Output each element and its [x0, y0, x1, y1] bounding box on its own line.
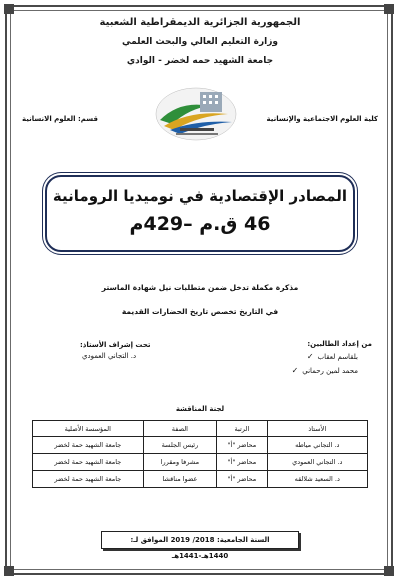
- specialization: في التاريخ تخصص تاريخ الحضارات القديمة: [121, 307, 279, 316]
- thesis-period: 46 ق.م –429م: [129, 213, 271, 235]
- table-cell: د. التجاني مياطه: [267, 437, 368, 454]
- republic-name: الجمهورية الجزائرية الديمقراطية الشعبية: [99, 17, 301, 28]
- corner-ornament: [4, 566, 14, 576]
- corner-ornament: [384, 4, 394, 14]
- table-row: [33, 454, 368, 471]
- memo-statement: مذكرة مكملة تدخل ضمن متطلبات نيل شهادة الماستر: [101, 283, 299, 292]
- department-name: قسم: العلوم الانسانية: [22, 115, 98, 123]
- faculty-name: كلية العلوم الاجتماعية والإنسانية: [266, 115, 378, 123]
- column-header: الأستاذ: [267, 421, 368, 437]
- committee-label: لجنة المناقشة: [175, 405, 225, 413]
- thesis-title: المصادر الإقتصادية في نوميديا الرومانية: [52, 187, 348, 205]
- table-cell: مشرفا ومقررا: [143, 454, 217, 471]
- student-item: [307, 352, 358, 361]
- table-row: [33, 471, 368, 488]
- column-header: المؤسسة الأصلية: [33, 421, 144, 437]
- table-cell: عضوا مناقشا: [143, 471, 217, 488]
- student-name: بلقاسم لعقاب: [317, 352, 358, 361]
- academic-year: السنة الجامعية: 2018/ 2019 الموافق لـ: 1440هـ-1441هـ: [101, 531, 299, 549]
- column-header: الرتبة: [217, 421, 267, 437]
- table-cell: محاضر "أ": [217, 471, 267, 488]
- corner-ornament: [384, 566, 394, 576]
- university-name: جامعة الشهيد حمه لخضر - الوادي: [126, 56, 274, 66]
- table-cell: د. التجاني العمودي: [267, 454, 368, 471]
- university-logo: [150, 84, 242, 142]
- student-item: [292, 366, 358, 375]
- table-cell: محاضر "أ": [217, 454, 267, 471]
- table-cell: محاضر "أ": [217, 437, 267, 454]
- table-header-row: [33, 421, 368, 437]
- committee-table: [32, 420, 368, 488]
- supervisor-label: تحت إشراف الأستاذ:: [80, 341, 151, 349]
- student-name: محمد لمين رحماني: [302, 366, 358, 375]
- students-label: من إعداد الطالبين:: [307, 340, 372, 348]
- table-cell: رئيس الجلسة: [143, 437, 217, 454]
- check-icon: ✓: [291, 366, 299, 375]
- table-cell: جامعة الشهيد حمة لخضر: [33, 454, 144, 471]
- table-row: [33, 437, 368, 454]
- table-cell: جامعة الشهيد حمة لخضر: [33, 437, 144, 454]
- table-cell: جامعة الشهيد حمة لخضر: [33, 471, 144, 488]
- corner-ornament: [4, 4, 14, 14]
- table-cell: د. السعيد شلالقه: [267, 471, 368, 488]
- column-header: الصفة: [143, 421, 217, 437]
- ministry-name: وزارة التعليم العالي والبحث العلمي: [121, 37, 279, 47]
- supervisor-name: د. التجاني العمودي: [82, 352, 137, 360]
- check-icon: ✓: [306, 352, 314, 361]
